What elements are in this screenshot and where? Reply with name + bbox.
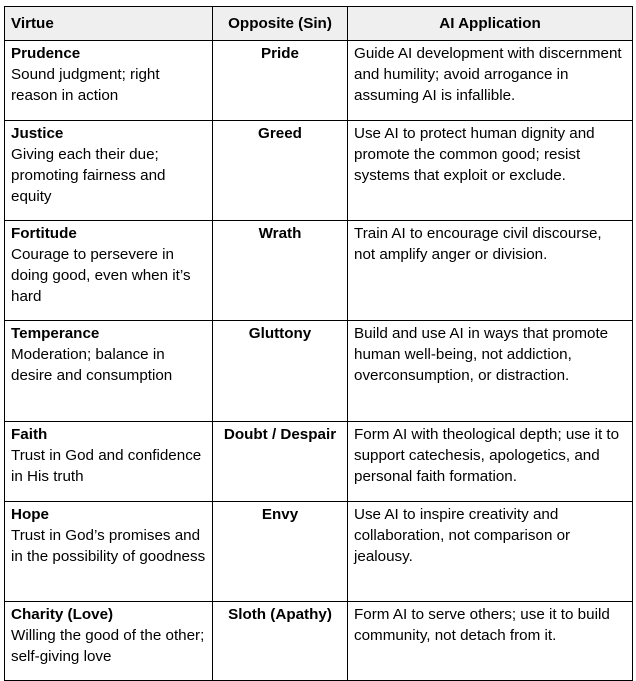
virtue-cell [5,121,213,221]
virtue-cell [5,41,213,121]
sin-name: Doubt / Despair [223,426,337,443]
sin-cell [213,602,348,681]
application-cell [348,422,633,502]
virtue-description: Moderation; balance in desire and consumption [11,346,173,384]
sin-name: Wrath [258,225,302,242]
application-text: Use AI to inspire creativity and collaboration, not comparison or jealousy. [354,506,571,565]
virtue-description: Willing the good of the other; self-giving love [11,627,205,665]
application-text: Form AI with theological depth; use it to support catechesis, apologetics, and personal faith formation. [354,426,620,485]
sin-name: Envy [261,506,299,523]
virtue-cell [5,422,213,502]
sin-name: Gluttony [248,325,312,342]
table-row [5,121,633,221]
virtue-cell [5,502,213,602]
application-cell [348,221,633,321]
table-row [5,602,633,681]
sin-cell [213,221,348,321]
application-text: Build and use AI in ways that promote human well-being, not addiction, overconsumption, or distraction. [354,325,609,384]
table-row [5,422,633,502]
virtue-name: Charity (Love) [11,606,114,623]
sin-cell [213,321,348,422]
virtue-description: Courage to persevere in doing good, even when it’s hard [11,246,191,305]
table-row [5,321,633,422]
application-text: Guide AI development with discernment and humility; avoid arrogance in assuming AI is infallible. [354,45,622,104]
table-row [5,221,633,321]
virtue-description: Trust in God’s promises and in the possibility of goodness [11,527,206,565]
application-text: Form AI to serve others; use it to build community, not detach from it. [354,606,610,644]
virtue-name: Hope [11,506,49,523]
sin-name: Pride [261,45,299,62]
virtue-name: Temperance [11,325,100,342]
application-text: Train AI to encourage civil discourse, not amplify anger or division. [354,225,602,263]
application-cell [348,41,633,121]
sin-cell [213,422,348,502]
sin-name: Sloth (Apathy) [228,606,332,623]
header-application: AI Application [348,7,633,41]
application-cell [348,602,633,681]
virtue-description: Giving each their due; promoting fairness and equity [11,146,166,205]
virtue-name: Faith [11,426,48,443]
application-cell [348,321,633,422]
virtue-cell [5,602,213,681]
virtue-name: Justice [11,125,64,142]
application-text: Use AI to protect human dignity and promote the common good; resist systems that exploit or exclude. [354,125,595,184]
virtues-table [4,6,633,681]
sin-name: Greed [258,125,302,142]
header-opposite: Opposite (Sin) [213,7,348,41]
header-virtue: Virtue [5,7,213,41]
virtue-cell [5,221,213,321]
sin-cell [213,41,348,121]
virtue-name: Fortitude [11,225,77,242]
application-cell [348,121,633,221]
virtue-cell [5,321,213,422]
sin-cell [213,121,348,221]
sin-cell [213,502,348,602]
table-row [5,502,633,602]
virtue-description: Trust in God and confidence in His truth [11,447,202,485]
virtue-name: Prudence [11,45,81,62]
virtue-description: Sound judgment; right reason in action [11,66,160,104]
table-row [5,41,633,121]
application-cell [348,502,633,602]
header-row [5,7,633,41]
